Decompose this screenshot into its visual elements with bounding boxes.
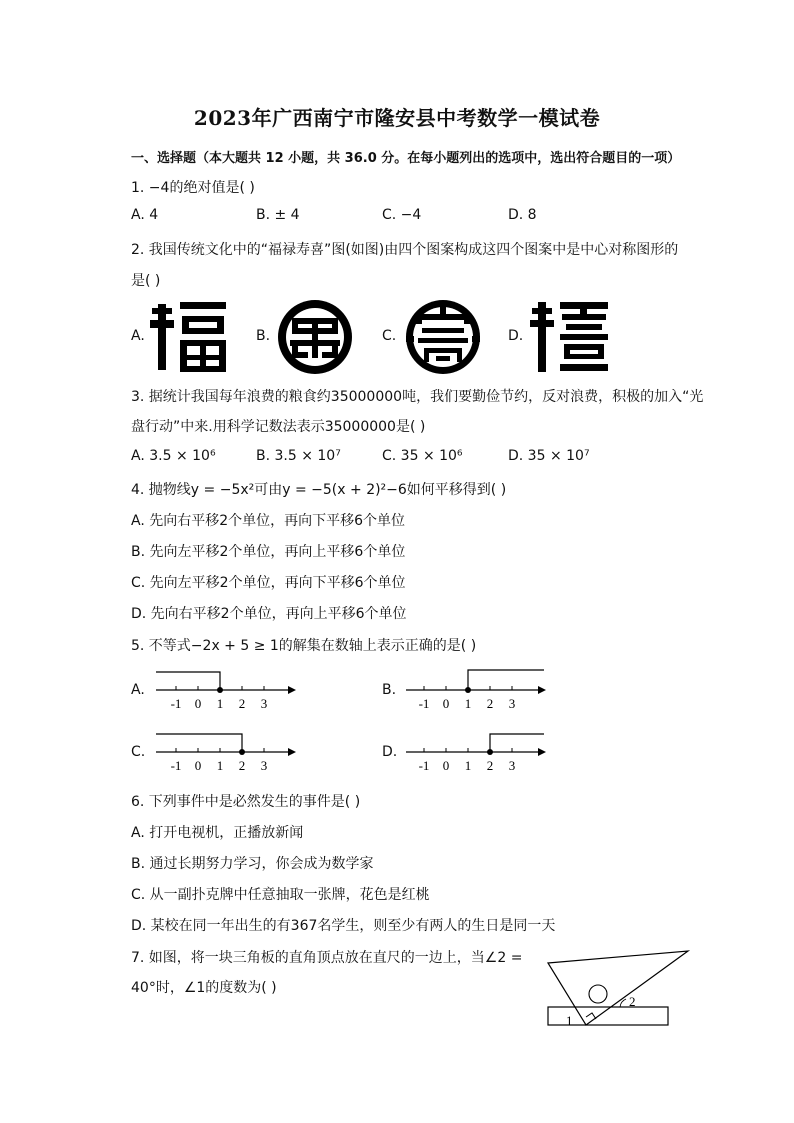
- q6-option-c: C. 从一副扑克牌中任意抽取一张牌，花色是红桃: [131, 887, 430, 903]
- tick-label: 1: [464, 758, 472, 773]
- tick-label: 0: [194, 758, 202, 773]
- question-7-stem-line2: 40°时，∠1的度数为( ): [131, 980, 277, 996]
- tick-label: 3: [508, 758, 516, 773]
- q2-option-c: C.: [382, 328, 397, 344]
- question-3-stem-line1: 3. 据统计我国每年浪费的粮食约35000000吨，我们要勤俭节约，反对浪费，积极的加入“光: [131, 389, 704, 405]
- q1-option-a: A. 4: [131, 207, 159, 223]
- section-heading: 一、选择题（本大题共 12 小题，共 36.0 分。在每小题列出的选项中，选出符合题目的一项）: [131, 151, 681, 166]
- page-title: 2023年广西南宁市隆安县中考数学一模试卷: [193, 106, 601, 130]
- tick-label: -1: [418, 758, 430, 773]
- q5-option-a: A.: [131, 682, 145, 698]
- q6-option-b: B. 通过长期努力学习，你会成为数学家: [131, 856, 374, 872]
- tick-label: 0: [442, 696, 450, 711]
- tick-label: 3: [260, 696, 268, 711]
- question-2-stem-line2: 是( ): [131, 273, 161, 289]
- q6-option-d: D. 某校在同一年出生的有367名学生，则至少有两人的生日是同一天: [131, 918, 556, 934]
- xi-symbol-image: [530, 298, 610, 374]
- question-7-stem-line1: 7. 如图，将一块三角板的直角顶点放在直尺的一边上，当∠2 =: [131, 950, 523, 966]
- question-1-stem: 1. −4的绝对值是( ): [131, 180, 255, 196]
- q5-option-b: B.: [382, 682, 397, 698]
- question-6-stem: 6. 下列事件中是必然发生的事件是( ): [131, 794, 361, 810]
- question-2-stem-line1: 2. 我国传统文化中的“福禄寿喜”图(如图)由四个图案构成这四个图案中是中心对称图形的: [131, 242, 679, 258]
- q3-option-d: D. 35 × 10⁷: [508, 448, 590, 464]
- q1-option-b: B. ± 4: [256, 207, 300, 223]
- tick-label: 2: [238, 696, 246, 711]
- q4-option-c: C. 先向左平移2个单位，再向下平移6个单位: [131, 575, 406, 591]
- question-4-stem: 4. 抛物线y = −5x²可由y = −5(x + 2)²−6如何平移得到( ): [131, 482, 507, 498]
- question-3-stem-line2: 盘行动”中来.用科学记数法表示35000000是( ): [131, 419, 426, 435]
- q1-option-d: D. 8: [508, 207, 537, 223]
- q3-option-a: A. 3.5 × 10⁶: [131, 448, 216, 464]
- q4-option-a: A. 先向右平移2个单位，再向下平移6个单位: [131, 513, 406, 529]
- q5-option-d: D.: [382, 744, 398, 760]
- q2-option-d: D.: [508, 328, 524, 344]
- set-square-hole: [589, 985, 607, 1003]
- q3-option-b: B. 3.5 × 10⁷: [256, 448, 341, 464]
- angle-2-label: 2: [629, 994, 636, 1009]
- tick-label: 2: [486, 758, 494, 773]
- question-5-stem: 5. 不等式−2x + 5 ≥ 1的解集在数轴上表示正确的是( ): [131, 638, 477, 654]
- tick-label: -1: [170, 696, 182, 711]
- shou-symbol-image: [404, 298, 482, 376]
- tick-label: 1: [464, 696, 472, 711]
- q2-option-b: B.: [256, 328, 271, 344]
- tick-label: 0: [442, 758, 450, 773]
- q5-number-line-d: [400, 724, 550, 774]
- tick-label: 2: [486, 696, 494, 711]
- tick-label: 2: [238, 758, 246, 773]
- q6-option-a: A. 打开电视机，正播放新闻: [131, 825, 304, 841]
- angle-1-label: 1: [566, 1013, 573, 1028]
- tick-label: -1: [418, 696, 430, 711]
- q3-option-c: C. 35 × 10⁶: [382, 448, 463, 464]
- tick-label: -1: [170, 758, 182, 773]
- tick-label: 1: [216, 758, 224, 773]
- tick-label: 1: [216, 696, 224, 711]
- tick-label: 3: [260, 758, 268, 773]
- fu-symbol-image: [150, 298, 230, 374]
- q4-option-d: D. 先向右平移2个单位，再向上平移6个单位: [131, 606, 407, 622]
- q2-option-a: A.: [131, 328, 145, 344]
- q5-number-line-b: [400, 662, 550, 712]
- triangle-ruler-figure: [540, 945, 695, 1035]
- tick-label: 0: [194, 696, 202, 711]
- lu-symbol-image: [276, 298, 354, 376]
- tick-label: 3: [508, 696, 516, 711]
- q5-number-line-a: [150, 662, 300, 712]
- q5-number-line-c: [150, 724, 300, 774]
- q1-option-c: C. −4: [382, 207, 422, 223]
- q4-option-b: B. 先向左平移2个单位，再向上平移6个单位: [131, 544, 406, 560]
- q5-option-c: C.: [131, 744, 146, 760]
